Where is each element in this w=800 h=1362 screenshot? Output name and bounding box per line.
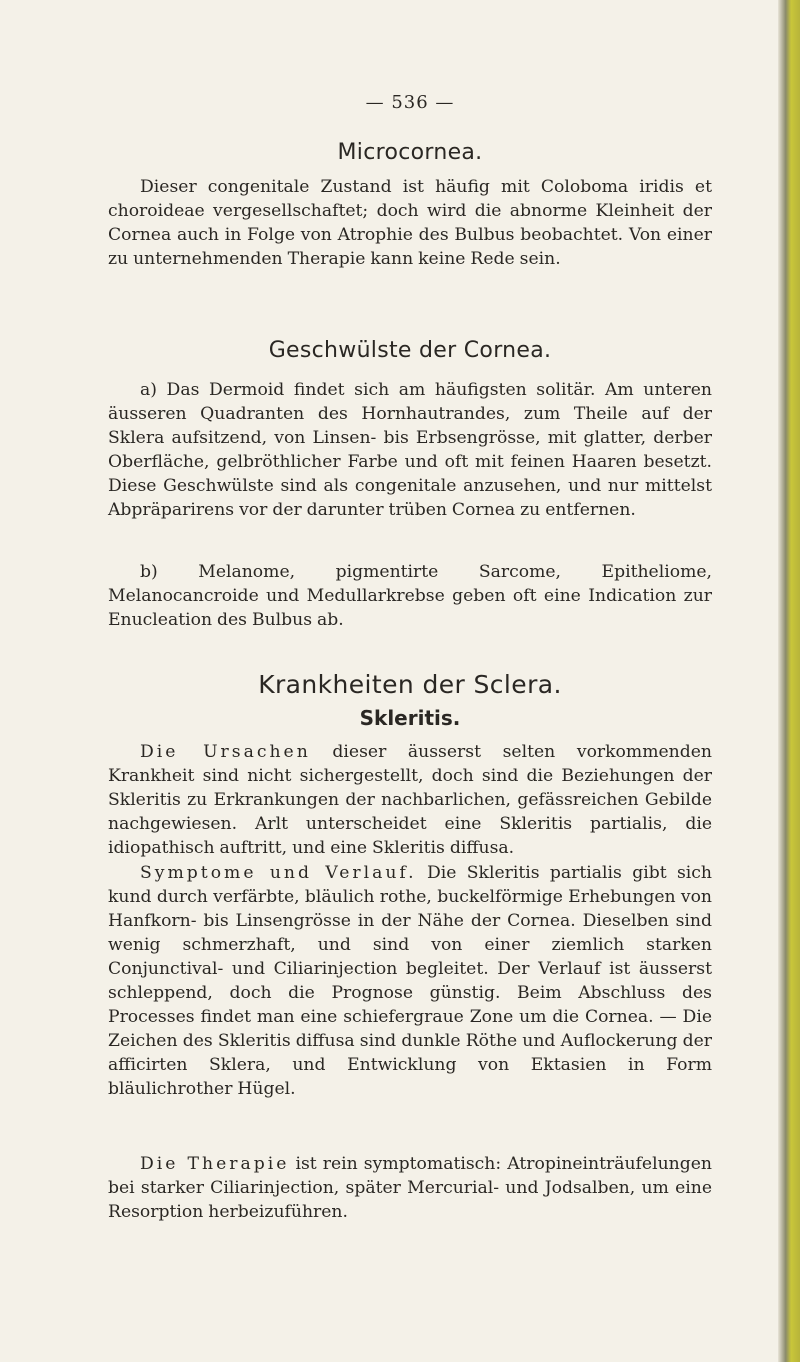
paragraph-melanome: b) Melanome, pigmentirte Sarcome, Epitheliome, Melanocancroide und Medullarkrebse geben oft eine Indication zur Enucleation des Bulbus ab. bbox=[108, 562, 712, 630]
section-title-geschwuelste: Geschwülste der Cornea. bbox=[268, 338, 552, 363]
section-title-sclera: Krankheiten der Sclera. bbox=[258, 670, 562, 699]
page-number: — 536 — bbox=[365, 92, 455, 113]
page-edge bbox=[778, 0, 800, 1362]
paragraph-microcornea: Dieser congenitale Zustand ist häufig mit Coloboma iridis et choroideae vergesellschaftet; doch wird die abnorme Kleinheit der Cornea auch in Folge von Atrophie des Bulbus beobachtet. Von einer zu unternehmenden Therapie kann keine Rede sein. bbox=[108, 177, 712, 269]
subsection-title-skleritis: Skleritis. bbox=[359, 706, 461, 730]
paragraph-symptome bbox=[108, 861, 712, 1101]
paragraph-ursachen bbox=[108, 740, 712, 860]
paragraph-symptome-text: Die Skleritis partialis gibt sich kund durch verfärbte, bläulich rothe, buckelförmige Erhebungen von Hanfkorn- bis Linsengrösse in der Nähe der Cornea. Dieselben sind wenig schmerzhaft, und sind von einer ziemlich starken Conjunctival- und Ciliarinjection begleitet. Der Verlauf ist äusserst schleppend, doch die Prognose günstig. Beim Abschluss des Processes findet man eine schiefergraue Zone um die Cornea. — Die Zeichen des Skleritis diffusa sind dunkle Röthe und Auflockerung der afficirten Sklera, und Entwicklung von Ektasien in Form bläulichrother Hügel. bbox=[108, 863, 712, 1099]
section-title-microcornea: Microcornea. bbox=[337, 140, 483, 165]
paragraph-dermoid: a) Das Dermoid findet sich am häufigsten solitär. Am unteren äusseren Quadranten des Hornhautrandes, zum Theile auf der Sklera aufsitzend, von Linsen- bis Erbsengrösse, mit glatter, derber Oberfläche, gelbröthlicher Farbe und oft mit feinen Haaren besetzt. Diese Geschwülste sind als congenitale anzusehen, und nur mittelst Abpräparirens vor der darunter trüben Cornea zu entfernen. bbox=[108, 380, 712, 520]
paragraph-ursachen-text: dieser äusserst selten vorkommenden Krankheit sind nicht sichergestellt, doch sind die Beziehungen der Skleritis zu Erkrankungen der nachbarlichen, gefässreichen Gebilde nachgewiesen. Arlt unterscheidet eine Skleritis partialis, die idiopathisch auftritt, und eine Skleritis diffusa. bbox=[108, 742, 712, 858]
paragraph-therapie bbox=[108, 1152, 712, 1224]
paragraph-therapie-text: ist rein symptomatisch: Atropineinträufelungen bei starker Ciliarinjection, später Mercurial- und Jodsalben, um eine Resorption herbeizuführen. bbox=[108, 1154, 712, 1222]
spaced-term-symptome: Symptome und Verlauf. bbox=[140, 863, 417, 883]
spaced-term-therapie: Die Therapie bbox=[140, 1154, 290, 1174]
spaced-term-ursachen: Die Ursachen bbox=[140, 742, 311, 762]
